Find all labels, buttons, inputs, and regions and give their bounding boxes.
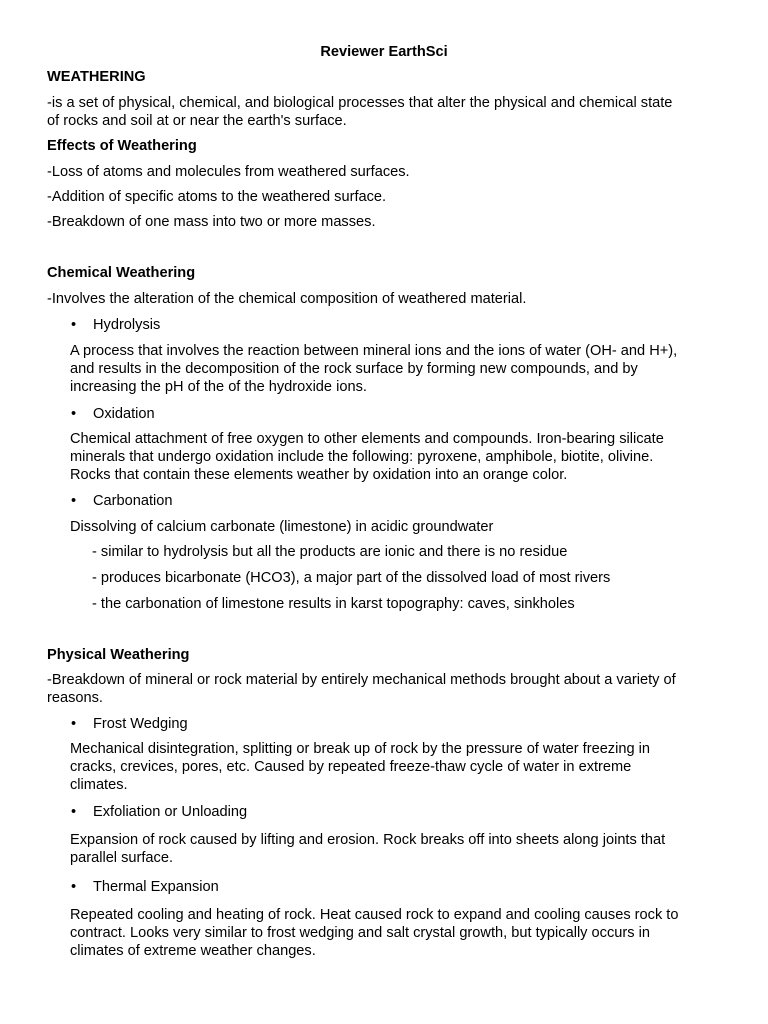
effects-item: -Addition of specific atoms to the weathered surface. [47,189,387,205]
effects-item: -Loss of atoms and molecules from weathered surfaces. [47,164,410,180]
thermal-expansion-text-line: climates of extreme weather changes. [70,943,316,959]
frost-wedging-text-line: cracks, crevices, pores, etc. Caused by repeated freeze-thaw cycle of water in extreme [70,759,632,775]
thermal-expansion-text-line: Repeated cooling and heating of rock. Heat caused rock to expand and cooling causes rock to [70,907,679,923]
physical-weathering-heading: Physical Weathering [47,647,190,663]
carbonation-label: Carbonation [93,493,173,509]
frost-wedging-text-line: Mechanical disintegration, splitting or break up of rock by the pressure of water freezing in [70,741,650,757]
carbonation-text: Dissolving of calcium carbonate (limestone) in acidic groundwater [70,519,494,535]
effects-heading: Effects of Weathering [47,138,197,154]
carbonation-point: - the carbonation of limestone results in karst topography: caves, sinkholes [92,596,575,612]
exfoliation-label: Exfoliation or Unloading [93,804,248,820]
bullet-icon: • [71,406,77,422]
bullet-icon: • [71,716,77,732]
document-title: Reviewer EarthSci [320,44,448,60]
oxidation-text-line: Chemical attachment of free oxygen to other elements and compounds. Iron-bearing silicate [70,431,664,447]
weathering-heading: WEATHERING [47,69,146,85]
effects-item: -Breakdown of one mass into two or more masses. [47,214,376,230]
hydrolysis-text-line: and results in the decomposition of the rock surface by forming new compounds, and by [70,361,638,377]
exfoliation-text-line: Expansion of rock caused by lifting and erosion. Rock breaks off into sheets along joints that [70,832,666,848]
hydrolysis-text-line: increasing the pH of the of the hydroxide ions. [70,379,367,395]
bullet-icon: • [71,317,77,333]
chemical-weathering-intro: -Involves the alteration of the chemical composition of weathered material. [47,291,527,307]
carbonation-point: - produces bicarbonate (HCO3), a major part of the dissolved load of most rivers [92,570,611,586]
weathering-definition-line: of rocks and soil at or near the earth's surface. [47,113,347,129]
thermal-expansion-label: Thermal Expansion [93,879,219,895]
weathering-definition-line: -is a set of physical, chemical, and biological processes that alter the physical and chemical state [47,95,673,111]
thermal-expansion-text-line: contract. Looks very similar to frost wedging and salt crystal growth, but typically occurs in [70,925,650,941]
bullet-icon: • [71,493,77,509]
frost-wedging-text-line: climates. [70,777,128,793]
oxidation-text-line: minerals that undergo oxidation include the following: pyroxene, amphibole, biotite, olivine. [70,449,654,465]
exfoliation-text-line: parallel surface. [70,850,174,866]
hydrolysis-label: Hydrolysis [93,317,161,333]
bullet-icon: • [71,804,77,820]
oxidation-label: Oxidation [93,406,155,422]
physical-weathering-intro-line: reasons. [47,690,103,706]
frost-wedging-label: Frost Wedging [93,716,188,732]
physical-weathering-intro-line: -Breakdown of mineral or rock material by entirely mechanical methods brought about a variety of [47,672,676,688]
hydrolysis-text-line: A process that involves the reaction between mineral ions and the ions of water (OH- and H+), [70,343,678,359]
carbonation-point: - similar to hydrolysis but all the products are ionic and there is no residue [92,544,568,560]
oxidation-text-line: Rocks that contain these elements weather by oxidation into an orange color. [70,467,568,483]
chemical-weathering-heading: Chemical Weathering [47,265,196,281]
bullet-icon: • [71,879,77,895]
